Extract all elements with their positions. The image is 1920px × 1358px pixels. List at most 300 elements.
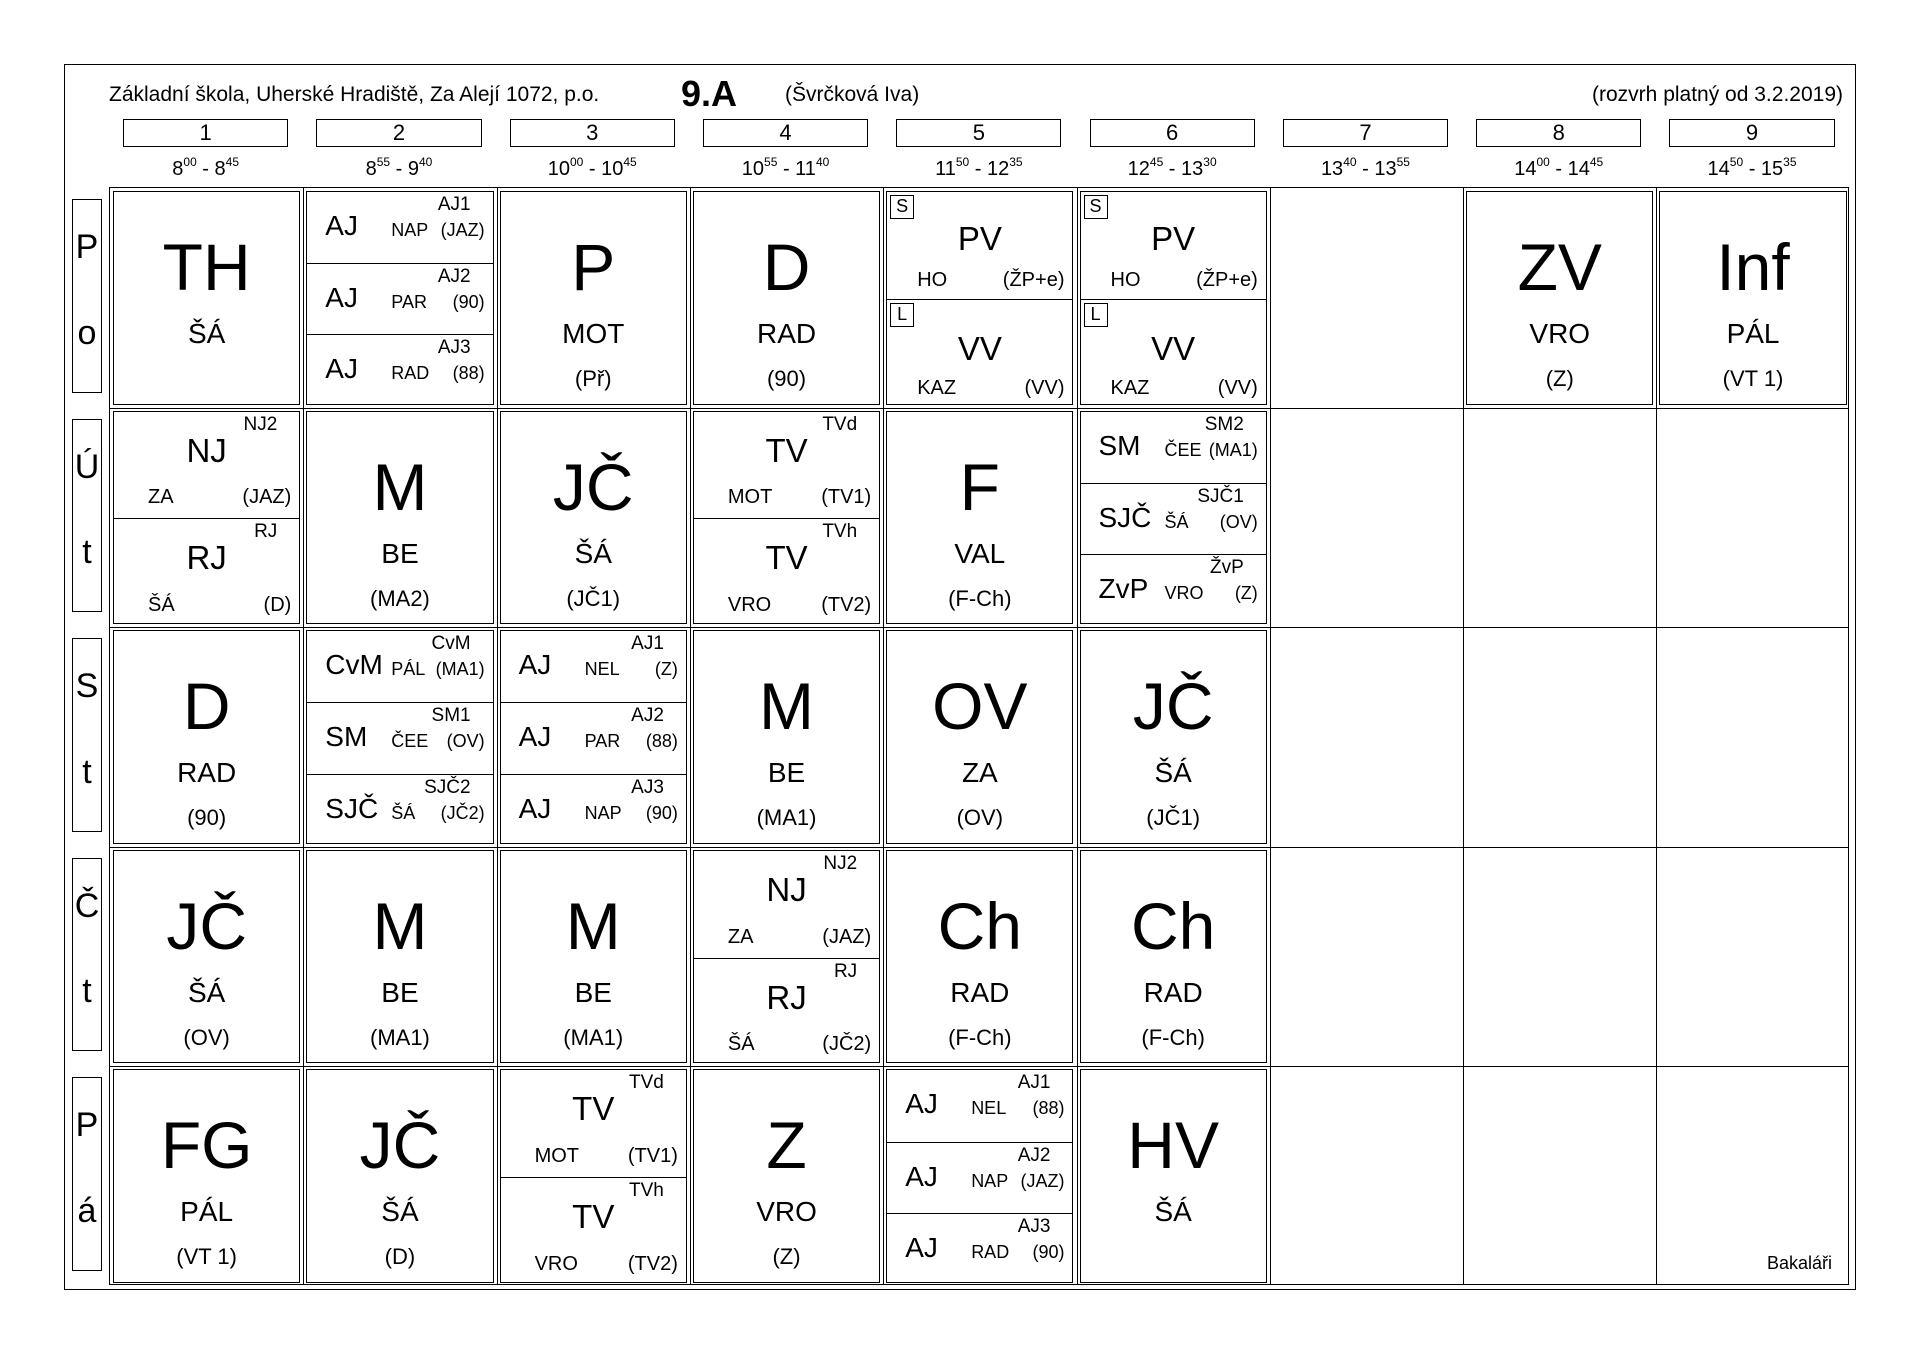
grid-row-line <box>110 847 1848 848</box>
start-hour: 14 <box>1514 158 1537 180</box>
lesson-cell <box>113 850 300 1064</box>
end-minute: 40 <box>418 155 433 169</box>
subject-label: NJ <box>766 870 807 908</box>
room-label: (ŽP+e) <box>1196 268 1258 291</box>
group-label: AJ1 <box>1017 1072 1051 1094</box>
group-label: TVd <box>822 413 858 435</box>
lesson-part <box>501 631 686 702</box>
room-label: (TV2) <box>821 594 872 617</box>
grid-row-line <box>110 627 1848 628</box>
start-minute: 55 <box>764 155 778 169</box>
lesson-part <box>1081 412 1266 483</box>
room-label: (JČ1) <box>1146 805 1201 831</box>
lesson-cell <box>886 1069 1073 1283</box>
room-label: (MA2) <box>370 585 430 611</box>
lesson-cell <box>500 630 687 844</box>
group-label: AJ3 <box>437 337 471 359</box>
teacher-label: ŠÁ <box>148 594 175 617</box>
start-hour: 8 <box>365 158 377 180</box>
start-minute: 00 <box>569 155 584 169</box>
room-label: (JAZ) <box>1020 1170 1065 1191</box>
teacher-label: ZA <box>727 925 754 948</box>
group-label: CvM <box>431 633 471 655</box>
subject-label: TV <box>572 1198 615 1236</box>
room-label: (TV2) <box>627 1252 678 1275</box>
lesson-cell <box>693 191 880 405</box>
start-hour: 13 <box>1320 158 1344 180</box>
end-hour: 11 <box>795 158 816 180</box>
subject-label: FG <box>160 1108 253 1183</box>
teacher-label: MOT <box>562 318 625 349</box>
teacher-label: RAD <box>756 318 817 349</box>
lesson-part <box>1081 483 1266 554</box>
group-label: TVh <box>822 521 858 543</box>
lesson-cell <box>306 850 493 1064</box>
lesson-cell <box>306 191 493 405</box>
grid-column-line <box>303 188 304 1284</box>
subject-label: AJ <box>905 1088 938 1120</box>
subject-label: JČ <box>1132 669 1214 744</box>
room-label: (OV) <box>956 805 1004 831</box>
room-label: (F-Ch) <box>1141 1024 1205 1050</box>
class-name: 9.A <box>681 73 738 114</box>
teacher-label: BE <box>381 537 419 569</box>
day-label <box>72 199 102 393</box>
lesson-part <box>694 958 879 1065</box>
teacher-label: ŠÁ <box>187 318 226 349</box>
group-label: SJČ1 <box>1197 485 1244 507</box>
lesson-part <box>694 851 879 958</box>
subject-label: PV <box>957 220 1002 257</box>
subject-label: JČ <box>166 888 247 963</box>
group-label: AJ2 <box>631 705 664 727</box>
group-label: SM1 <box>431 705 471 727</box>
end-hour: 13 <box>1374 158 1397 180</box>
teacher-label: BE <box>381 976 419 1008</box>
teacher-label: ŠÁ <box>187 976 226 1008</box>
group-label: SM2 <box>1204 413 1244 435</box>
room-label: (MA1) <box>756 805 817 831</box>
subject-label: TV <box>765 539 808 577</box>
week-tag: S <box>1084 195 1108 219</box>
subject-label: OV <box>932 669 1028 744</box>
teacher-label: ZA <box>148 486 174 509</box>
start-hour: 10 <box>547 158 570 180</box>
room-label: (VT 1) <box>176 1244 237 1270</box>
room-label: (88) <box>452 363 485 384</box>
room-label: (90) <box>1032 1241 1065 1262</box>
start-minute: 55 <box>376 155 391 169</box>
lesson-cell <box>500 1069 687 1283</box>
group-label: RJ <box>833 960 858 982</box>
start-hour: 14 <box>1707 158 1730 180</box>
period-number: 1 <box>123 119 288 147</box>
grid-row-line <box>110 1066 1848 1067</box>
day-letter-1: Ú <box>74 447 100 486</box>
subject-label: M <box>372 888 428 963</box>
period-time: $10^{55} - 11^{40}$ <box>741 155 830 180</box>
subject-label: HV <box>1127 1108 1219 1183</box>
group-label: TVh <box>629 1180 664 1202</box>
lesson-part <box>887 1142 1072 1213</box>
end-hour: 9 <box>407 158 419 180</box>
teacher-label: RAD <box>391 363 430 384</box>
subject-label: M <box>565 888 621 963</box>
subject-label: AJ <box>518 792 552 824</box>
end-hour: 8 <box>214 158 226 180</box>
lesson-part <box>114 412 299 519</box>
subject-label: AJ <box>325 353 358 385</box>
teacher-label: ŠÁ <box>727 1033 755 1056</box>
lesson-cell <box>306 1069 493 1283</box>
room-label: (TV1) <box>821 486 872 509</box>
group-label: AJ2 <box>1017 1144 1051 1166</box>
lesson-cell <box>500 411 687 625</box>
day-letter-2: t <box>82 533 92 572</box>
lesson-part <box>694 518 879 625</box>
room-label: (OV) <box>1219 511 1258 532</box>
room-label: (Z) <box>654 659 678 680</box>
teacher-label: VRO <box>1164 582 1204 603</box>
period-number: 9 <box>1669 119 1834 147</box>
teacher-label: PÁL <box>1726 318 1780 349</box>
end-minute: 35 <box>1783 155 1797 169</box>
room-label: (OV) <box>183 1024 230 1050</box>
room-label: (Př) <box>574 366 612 391</box>
grid-column-line <box>1463 188 1464 1284</box>
day-letter-1: P <box>75 1106 99 1145</box>
end-hour: 10 <box>601 158 624 180</box>
lesson-part <box>114 518 299 625</box>
end-minute: 35 <box>1009 155 1023 169</box>
teacher-label: KAZ <box>917 376 957 399</box>
start-minute: 50 <box>955 155 970 169</box>
room-label: (MA1) <box>563 1024 624 1050</box>
lesson-cell <box>113 1069 300 1283</box>
lesson-part <box>887 192 1072 299</box>
teacher-label: ŠÁ <box>381 1196 419 1228</box>
room-label: (90) <box>187 805 227 831</box>
grid-column-line <box>1077 188 1078 1284</box>
timetable-grid <box>109 187 1849 1285</box>
period-number: 6 <box>1090 119 1255 147</box>
lesson-part <box>307 334 492 405</box>
lesson-cell <box>886 850 1073 1064</box>
lesson-part <box>1081 554 1266 625</box>
period-number: 3 <box>510 119 675 147</box>
day-letter-1: Č <box>74 886 100 925</box>
group-label: RJ <box>254 521 278 543</box>
subject-label: D <box>762 230 811 304</box>
subject-label: TV <box>572 1090 615 1128</box>
grid-column-line <box>1270 188 1271 1284</box>
room-label: (88) <box>645 731 678 752</box>
room-label: (MA1) <box>1208 439 1258 460</box>
period-number: 4 <box>703 119 868 147</box>
lesson-cell <box>693 411 880 625</box>
teacher-label: VRO <box>1529 318 1591 349</box>
lesson-cell <box>1080 1069 1267 1283</box>
day-letter-1: P <box>75 228 99 266</box>
lesson-cell <box>113 191 300 405</box>
group-label: AJ2 <box>437 266 471 288</box>
lesson-part <box>694 412 879 519</box>
room-label: (D) <box>384 1244 416 1270</box>
validity-note: (rozvrh platný od 3.2.2019) <box>1592 83 1843 106</box>
room-label: (F-Ch) <box>948 585 1012 611</box>
lesson-part <box>307 631 492 702</box>
start-hour: 12 <box>1127 158 1150 180</box>
lesson-cell <box>1080 630 1267 844</box>
teacher-label: ČEE <box>391 731 429 752</box>
end-minute: 45 <box>1589 155 1604 169</box>
start-minute: 00 <box>1536 155 1550 169</box>
end-minute: 55 <box>1396 155 1410 169</box>
group-label: TVd <box>629 1072 664 1094</box>
lesson-cell <box>113 630 300 844</box>
room-label: (Z) <box>1234 582 1258 603</box>
period-time: $14^{50} - 15^{35}$ <box>1707 155 1797 180</box>
week-tag: L <box>890 303 914 327</box>
subject-label: JČ <box>359 1108 441 1183</box>
subject-label: P <box>571 230 616 304</box>
subject-label: M <box>759 669 815 744</box>
subject-label: Ch <box>1130 888 1216 963</box>
start-minute: 40 <box>1343 155 1357 169</box>
group-label: AJ1 <box>631 633 664 655</box>
teacher-label: BE <box>574 976 612 1008</box>
lesson-cell <box>306 630 493 844</box>
room-label: (JČ2) <box>822 1033 872 1056</box>
room-label: (JAZ) <box>440 220 485 240</box>
lesson-cell <box>113 411 300 625</box>
teacher-label: ŠÁ <box>391 802 416 823</box>
teacher-label: HO <box>917 268 948 291</box>
subject-label: AJ <box>518 649 552 681</box>
start-hour: 8 <box>172 158 184 180</box>
end-hour: 15 <box>1760 158 1784 180</box>
room-label: (90) <box>766 366 807 391</box>
teacher-label: VAL <box>954 537 1006 569</box>
timetable-frame <box>64 64 1856 1290</box>
period-number: 8 <box>1476 119 1641 147</box>
room-label: (88) <box>1032 1098 1065 1119</box>
subject-label: Inf <box>1716 230 1790 304</box>
grid-column-line <box>497 188 498 1284</box>
room-label: (JČ2) <box>440 802 485 823</box>
group-label: ŽvP <box>1210 556 1244 578</box>
school-name: Základní škola, Uherské Hradiště, Za Alejí 1072, p.o. <box>109 83 600 106</box>
subject-label: JČ <box>552 449 634 524</box>
lesson-part <box>501 1177 686 1284</box>
end-minute: 45 <box>623 155 637 169</box>
subject-label: Ch <box>937 888 1023 963</box>
subject-label: D <box>182 669 231 744</box>
lesson-part <box>307 774 492 845</box>
period-time: $8^{55} - 9^{40}$ <box>365 155 433 180</box>
grid-column-line <box>690 188 691 1284</box>
start-minute: 50 <box>1729 155 1744 169</box>
period-time: $11^{50} - 12^{35}$ <box>935 155 1023 180</box>
group-label: AJ3 <box>1017 1215 1051 1237</box>
lesson-part <box>887 1070 1072 1141</box>
day-letter-2: o <box>77 313 97 352</box>
subject-label: AJ <box>905 1231 938 1263</box>
teacher-label: RAD <box>177 757 237 789</box>
lesson-part <box>501 774 686 845</box>
end-hour: 12 <box>986 158 1010 180</box>
subject-label: ZvP <box>1098 572 1149 604</box>
brand-label: Bakaláři <box>1766 1253 1832 1273</box>
lesson-part <box>501 1070 686 1177</box>
teacher-label: ŠÁ <box>574 537 612 569</box>
group-label: AJ3 <box>631 776 664 798</box>
teacher-label: PAR <box>391 292 427 313</box>
teacher-label: ŠÁ <box>1164 511 1189 532</box>
room-label: (OV) <box>446 731 485 752</box>
subject-label: Z <box>766 1108 807 1183</box>
lesson-part <box>501 702 686 773</box>
subject-label: TH <box>162 230 251 304</box>
subject-label: AJ <box>325 282 358 314</box>
day-letter-1: S <box>75 667 99 706</box>
teacher-label: NEL <box>971 1098 1007 1119</box>
subject-label: VV <box>957 329 1002 367</box>
week-tag: S <box>890 195 914 219</box>
subject-label: AJ <box>518 721 552 753</box>
lesson-cell <box>1080 411 1267 625</box>
room-label: (JAZ) <box>822 925 872 948</box>
period-time: $14^{00} - 14^{45}$ <box>1514 155 1604 180</box>
lesson-part <box>307 192 492 263</box>
period-number: 5 <box>896 119 1061 147</box>
room-label: (F-Ch) <box>948 1024 1012 1050</box>
teacher-label: NAP <box>391 220 429 240</box>
room-label: (VV) <box>1024 376 1065 399</box>
lesson-part <box>887 299 1072 406</box>
room-label: (MA1) <box>370 1024 430 1050</box>
grid-row-line <box>110 408 1848 409</box>
teacher-label: RAD <box>950 976 1010 1008</box>
period-time: $12^{45} - 13^{30}$ <box>1127 155 1217 180</box>
subject-label: AJ <box>905 1160 938 1192</box>
end-minute: 40 <box>815 155 830 169</box>
room-label: (JAZ) <box>242 486 292 509</box>
day-letter-2: á <box>77 1191 97 1230</box>
subject-label: VV <box>1151 329 1196 367</box>
teacher-label: NAP <box>584 802 622 823</box>
subject-label: ZV <box>1517 230 1602 304</box>
subject-label: CvM <box>325 649 383 681</box>
room-label: (Z) <box>772 1244 801 1270</box>
subject-label: NJ <box>186 431 227 469</box>
subject-label: SJČ <box>325 792 379 824</box>
start-minute: 00 <box>183 155 197 169</box>
teacher-label: VRO <box>756 1196 817 1228</box>
room-label: (D) <box>263 594 292 617</box>
room-label: (VT 1) <box>1722 366 1784 391</box>
end-minute: 30 <box>1203 155 1217 169</box>
teacher-label: HO <box>1110 268 1141 291</box>
teacher-label: RAD <box>1143 976 1203 1008</box>
lesson-cell <box>886 411 1073 625</box>
teacher-label: VRO <box>727 594 772 617</box>
teacher-label: PÁL <box>180 1196 234 1228</box>
subject-label: TV <box>765 431 808 469</box>
teacher-label: PÁL <box>391 659 426 680</box>
group-label: NJ2 <box>243 413 278 435</box>
teacher-label: ŠÁ <box>1154 1196 1192 1228</box>
room-label: (ŽP+e) <box>1002 268 1065 291</box>
room-label: (Z) <box>1545 366 1574 391</box>
teacher-label: ZA <box>961 757 998 789</box>
class-teacher: (Švrčková Iva) <box>785 83 920 106</box>
room-label: (JČ1) <box>566 585 621 611</box>
teacher-label: PAR <box>584 731 621 752</box>
subject-label: M <box>372 449 428 524</box>
room-label: (90) <box>452 292 485 313</box>
subject-label: SM <box>1098 429 1141 461</box>
teacher-label: KAZ <box>1110 376 1150 399</box>
period-number: 7 <box>1283 119 1448 147</box>
start-hour: 11 <box>935 158 956 180</box>
period-time: $10^{00} - 10^{45}$ <box>547 155 637 180</box>
lesson-cell <box>1466 191 1653 405</box>
lesson-cell <box>306 411 493 625</box>
lesson-cell <box>693 850 880 1064</box>
group-label: SJČ2 <box>424 776 471 798</box>
lesson-part <box>1081 299 1266 406</box>
teacher-label: MOT <box>534 1145 580 1168</box>
grid-column-line <box>883 188 884 1284</box>
subject-label: RJ <box>766 978 807 1016</box>
teacher-label: ŠÁ <box>1154 757 1192 789</box>
teacher-label: ČEE <box>1164 439 1202 460</box>
teacher-label: VRO <box>534 1252 578 1275</box>
lesson-cell <box>693 1069 880 1283</box>
day-label <box>72 858 102 1052</box>
lesson-cell <box>1080 850 1267 1064</box>
period-time: $8^{00} - 8^{45}$ <box>172 155 240 180</box>
end-hour: 14 <box>1567 158 1590 180</box>
day-label <box>72 419 102 613</box>
period-time: $13^{40} - 13^{55}$ <box>1320 155 1410 180</box>
period-number: 2 <box>316 119 481 147</box>
day-label <box>72 1077 102 1271</box>
teacher-label: NEL <box>584 659 620 680</box>
subject-label: SM <box>325 721 368 753</box>
room-label: (TV1) <box>627 1145 678 1168</box>
subject-label: SJČ <box>1098 501 1152 533</box>
start-minute: 45 <box>1149 155 1164 169</box>
day-letter-2: t <box>82 972 92 1011</box>
day-label <box>72 638 102 832</box>
lesson-part <box>887 1213 1072 1284</box>
grid-column-line <box>1656 188 1657 1284</box>
teacher-label: NAP <box>971 1170 1009 1191</box>
start-hour: 10 <box>741 158 765 180</box>
room-label: (VV) <box>1217 376 1258 399</box>
group-label: AJ1 <box>437 194 471 215</box>
teacher-label: BE <box>767 757 806 789</box>
lesson-part <box>307 702 492 773</box>
subject-label: F <box>959 449 1000 524</box>
subject-label: PV <box>1151 220 1196 257</box>
lesson-cell <box>1080 191 1267 405</box>
day-letter-2: t <box>82 752 92 791</box>
lesson-cell <box>1659 191 1846 405</box>
lesson-part <box>307 263 492 334</box>
